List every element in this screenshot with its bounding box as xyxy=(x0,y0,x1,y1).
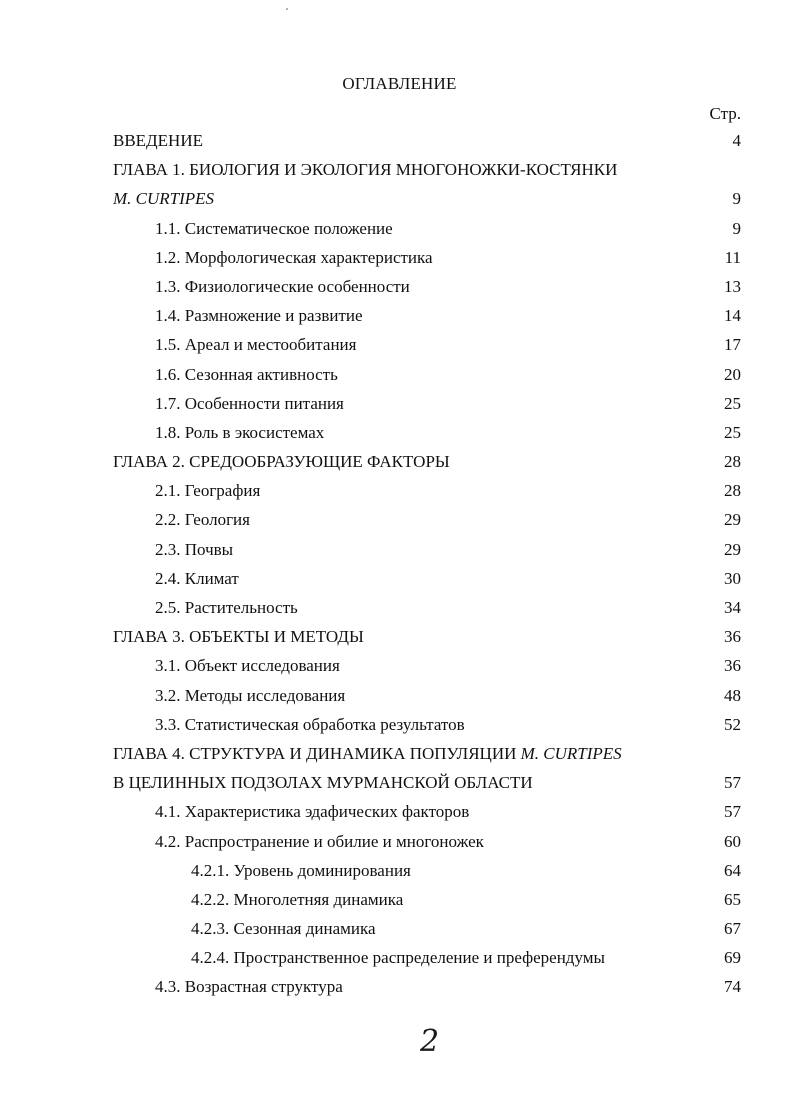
toc-entry-label-part: 3.3. Статистическая обработка результатов xyxy=(155,714,465,734)
toc-entry-label-part: M. CURTIPES xyxy=(113,189,215,209)
toc-entry-label xyxy=(113,739,622,768)
toc-entry-label-part: 4.1. Характеристика эдафических факторов xyxy=(155,802,470,822)
toc-entry-page-number: 74 xyxy=(724,977,741,997)
toc-entry-label xyxy=(155,360,338,389)
toc-entry-page-number: 13 xyxy=(724,276,741,296)
toc-entry xyxy=(0,447,799,476)
toc-entry-label-part: 4.2.4. Пространственное распределение и преферендумы xyxy=(191,948,605,968)
toc-entry-page-number: 4 xyxy=(732,131,741,150)
toc-entry-label-part: 4.2.2. Многолетняя динамика xyxy=(191,889,404,909)
toc-entry-label-part: В ЦЕЛИННЫХ ПОДЗОЛАХ МУРМАНСКОЙ ОБЛАСТИ xyxy=(113,773,533,793)
toc-entry-label-part: 1.7. Особенности питания xyxy=(155,393,344,413)
toc-entry-label xyxy=(191,914,376,943)
toc-entry xyxy=(0,476,799,505)
toc-entry-label xyxy=(155,243,433,272)
toc-entry-label-part: 4.2.1. Уровень доминирования xyxy=(191,860,411,880)
toc-entry xyxy=(0,797,799,826)
toc-entry-label xyxy=(155,651,340,680)
toc-entry xyxy=(0,943,799,972)
toc-entry-label xyxy=(155,272,410,301)
table-of-contents xyxy=(0,126,799,1002)
toc-entry-label-part: 4.2. Распространение и обилие и многоножек xyxy=(155,831,484,851)
toc-entry-page-number: 29 xyxy=(724,539,741,559)
toc-entry-label xyxy=(155,681,345,710)
toc-entry-label-part: 1.8. Роль в экосистемах xyxy=(155,422,325,442)
toc-entry-label xyxy=(155,535,233,564)
toc-entry-label xyxy=(191,885,403,914)
toc-entry xyxy=(0,505,799,534)
toc-entry-label xyxy=(155,301,363,330)
toc-entry-label-part: 2.5. Растительность xyxy=(155,598,298,617)
toc-entry xyxy=(0,535,799,564)
toc-entry-label xyxy=(155,418,324,447)
toc-entry xyxy=(0,214,799,243)
toc-entry-label-part: 1.4. Размножение и развитие xyxy=(155,306,363,326)
toc-entry-page-number: 28 xyxy=(724,481,741,501)
toc-entry-label xyxy=(155,827,484,856)
toc-entry-page-number: 25 xyxy=(724,393,741,413)
toc-entry-label-part: ГЛАВА 1. БИОЛОГИЯ И ЭКОЛОГИЯ МНОГОНОЖКИ-КОСТЯНКИ xyxy=(113,160,618,180)
toc-entry-label xyxy=(155,476,260,505)
toc-entry-label xyxy=(155,564,239,593)
toc-entry-page-number: 60 xyxy=(724,831,741,851)
toc-entry-page-number: 25 xyxy=(724,422,741,442)
toc-entry-page-number: 29 xyxy=(724,510,741,530)
toc-entry-label-part: 2.1. География xyxy=(155,481,261,501)
toc-entry-label-part: ВВЕДЕНИЕ xyxy=(113,131,203,150)
toc-entry-label xyxy=(155,389,344,418)
toc-entry-label xyxy=(155,797,469,826)
toc-entry-label xyxy=(155,330,356,359)
toc-entry xyxy=(0,360,799,389)
toc-entry-page-number: 52 xyxy=(724,714,741,734)
toc-entry-page-number: 9 xyxy=(732,189,741,209)
toc-entry xyxy=(0,126,799,155)
toc-entry xyxy=(0,972,799,1001)
toc-entry-page-number: 36 xyxy=(724,627,741,647)
toc-entry xyxy=(0,622,799,651)
toc-entry-label xyxy=(155,593,298,622)
toc-entry-label xyxy=(113,622,364,651)
toc-entry-page-number: 11 xyxy=(724,247,741,267)
toc-entry-label xyxy=(191,856,411,885)
toc-entry xyxy=(0,885,799,914)
toc-entry-page-number: 20 xyxy=(724,364,741,384)
toc-entry xyxy=(0,184,799,213)
toc-entry-label-part: 1.2. Морфологическая характеристика xyxy=(155,247,433,267)
toc-entry xyxy=(0,681,799,710)
toc-entry-label-part: 4.3. Возрастная структура xyxy=(155,977,343,997)
toc-entry-label-part: 2.4. Климат xyxy=(155,568,239,588)
toc-entry-page-number: 57 xyxy=(724,802,741,822)
scan-speck xyxy=(286,8,288,10)
toc-entry xyxy=(0,155,799,184)
page-title: ОГЛАВЛЕНИЕ xyxy=(342,74,457,93)
toc-entry-page-number: 65 xyxy=(724,889,741,909)
toc-entry xyxy=(0,914,799,943)
toc-entry-page-number: 30 xyxy=(724,568,741,588)
toc-entry-label-part: 1.6. Сезонная активность xyxy=(155,364,338,384)
toc-entry-label-part: 1.1. Систематическое положение xyxy=(155,218,393,238)
toc-entry xyxy=(0,593,799,622)
toc-entry-page-number: 9 xyxy=(732,218,741,238)
toc-entry-label xyxy=(113,184,214,213)
toc-entry-page-number: 36 xyxy=(724,656,741,676)
toc-entry xyxy=(0,710,799,739)
toc-entry-label xyxy=(113,768,533,797)
page-folio-handwritten: 2 xyxy=(420,1024,440,1059)
toc-entry-page-number: 14 xyxy=(724,306,741,326)
toc-entry-label xyxy=(113,126,203,155)
toc-entry-label-part: 1.5. Ареал и местообитания xyxy=(155,335,357,355)
toc-entry-label xyxy=(155,710,465,739)
toc-entry-label xyxy=(155,214,393,243)
toc-entry-label-part: 4.2.3. Сезонная динамика xyxy=(191,919,376,939)
toc-entry-label xyxy=(113,447,450,476)
toc-entry-label-part: 1.3. Физиологические особенности xyxy=(155,276,410,296)
toc-entry xyxy=(0,418,799,447)
toc-entry-label xyxy=(113,155,617,184)
toc-entry xyxy=(0,389,799,418)
toc-entry xyxy=(0,651,799,680)
toc-entry-label-part: 2.2. Геология xyxy=(155,510,250,530)
toc-entry xyxy=(0,301,799,330)
toc-entry xyxy=(0,330,799,359)
toc-entry-label-part: 2.3. Почвы xyxy=(155,539,234,559)
toc-entry-page-number: 48 xyxy=(724,685,741,705)
toc-entry xyxy=(0,272,799,301)
toc-entry-page-number: 69 xyxy=(724,948,741,968)
toc-entry-label-part: ГЛАВА 4. СТРУКТУРА И ДИНАМИКА ПОПУЛЯЦИИ xyxy=(113,743,521,763)
toc-entry-page-number: 17 xyxy=(724,335,741,355)
toc-entry-label xyxy=(155,505,250,534)
toc-entry-label-part: M. CURTIPES xyxy=(520,743,622,763)
toc-entry xyxy=(0,768,799,797)
toc-entry-page-number: 64 xyxy=(724,860,741,880)
toc-entry-page-number: 67 xyxy=(724,919,741,939)
toc-entry-label xyxy=(155,972,343,1001)
toc-entry xyxy=(0,243,799,272)
toc-entry-label-part: ГЛАВА 2. СРЕДООБРАЗУЮЩИЕ ФАКТОРЫ xyxy=(113,452,450,472)
page-column-header: Стр. xyxy=(709,104,741,123)
toc-entry xyxy=(0,739,799,768)
toc-entry-label-part: ГЛАВА 3. ОБЪЕКТЫ И МЕТОДЫ xyxy=(113,627,364,647)
toc-entry-page-number: 28 xyxy=(724,452,741,472)
toc-entry xyxy=(0,856,799,885)
toc-entry-label-part: 3.2. Методы исследования xyxy=(155,685,346,705)
toc-entry-label-part: 3.1. Объект исследования xyxy=(155,656,340,676)
toc-entry-page-number: 34 xyxy=(724,598,741,617)
toc-entry xyxy=(0,564,799,593)
toc-entry-page-number: 57 xyxy=(724,773,741,793)
toc-entry xyxy=(0,827,799,856)
toc-entry-label xyxy=(191,943,605,972)
